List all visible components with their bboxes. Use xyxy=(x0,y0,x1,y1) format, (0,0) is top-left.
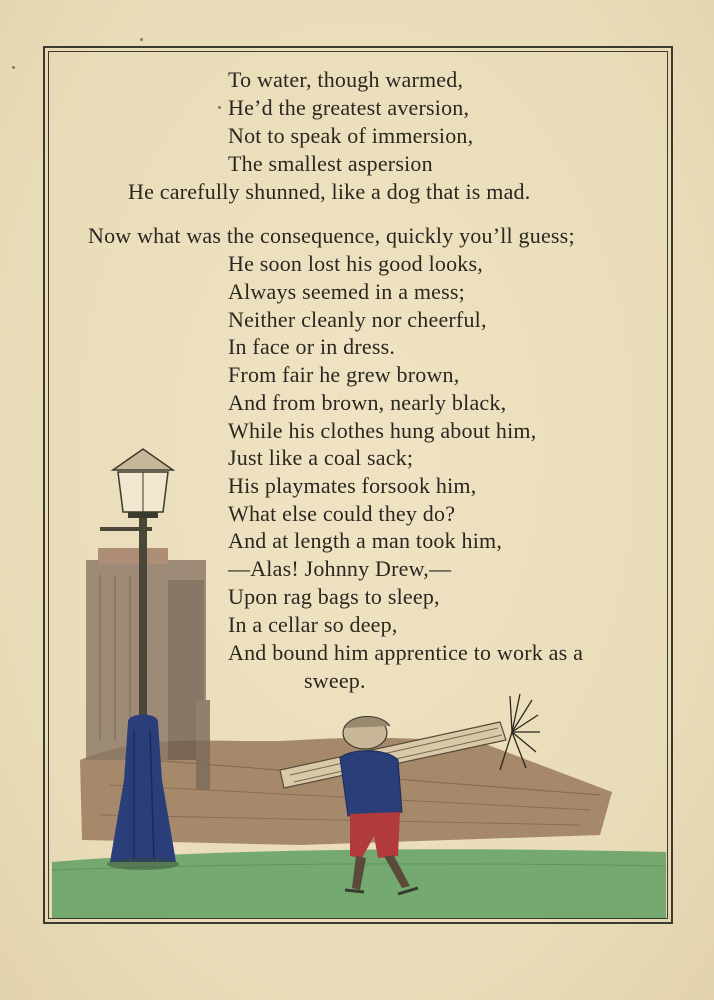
poem-line: He’d the greatest aversion, xyxy=(228,95,470,120)
poem-line: Not to speak of immersion, xyxy=(228,123,474,148)
poem-line: He soon lost his good looks, xyxy=(228,251,483,276)
paper-speck xyxy=(12,66,15,69)
poem-line: Now what was the consequence, quickly you’ll guess; xyxy=(88,223,575,248)
poem-line: To water, though warmed, xyxy=(228,67,464,92)
paper-speck xyxy=(140,38,143,41)
poem-line: He carefully shunned, like a dog that is mad. xyxy=(128,179,531,204)
poem-line: Upon rag bags to sleep, xyxy=(228,584,440,609)
poem-line: sweep. xyxy=(304,668,366,693)
poem-line: The smallest aspersion xyxy=(228,151,433,176)
poem-line: In a cellar so deep, xyxy=(228,612,398,637)
poem-line: Always seemed in a mess; xyxy=(228,279,465,304)
poem-line: And at length a man took him, xyxy=(228,528,503,553)
poem-line: Just like a coal sack; xyxy=(228,445,414,470)
poem-line: From fair he grew brown, xyxy=(228,362,460,387)
poem-line: In face or in dress. xyxy=(228,334,396,359)
poem-line: —Alas! Johnny Drew,— xyxy=(228,556,452,581)
poem-line: His playmates forsook him, xyxy=(228,473,477,498)
poem-line: Neither cleanly nor cheerful, xyxy=(228,307,487,332)
poem-line: And from brown, nearly black, xyxy=(228,390,507,415)
poem-line: What else could they do? xyxy=(228,501,456,526)
poem-line: And bound him apprentice to work as a xyxy=(228,640,584,665)
poem-line: While his clothes hung about him, xyxy=(228,418,537,443)
